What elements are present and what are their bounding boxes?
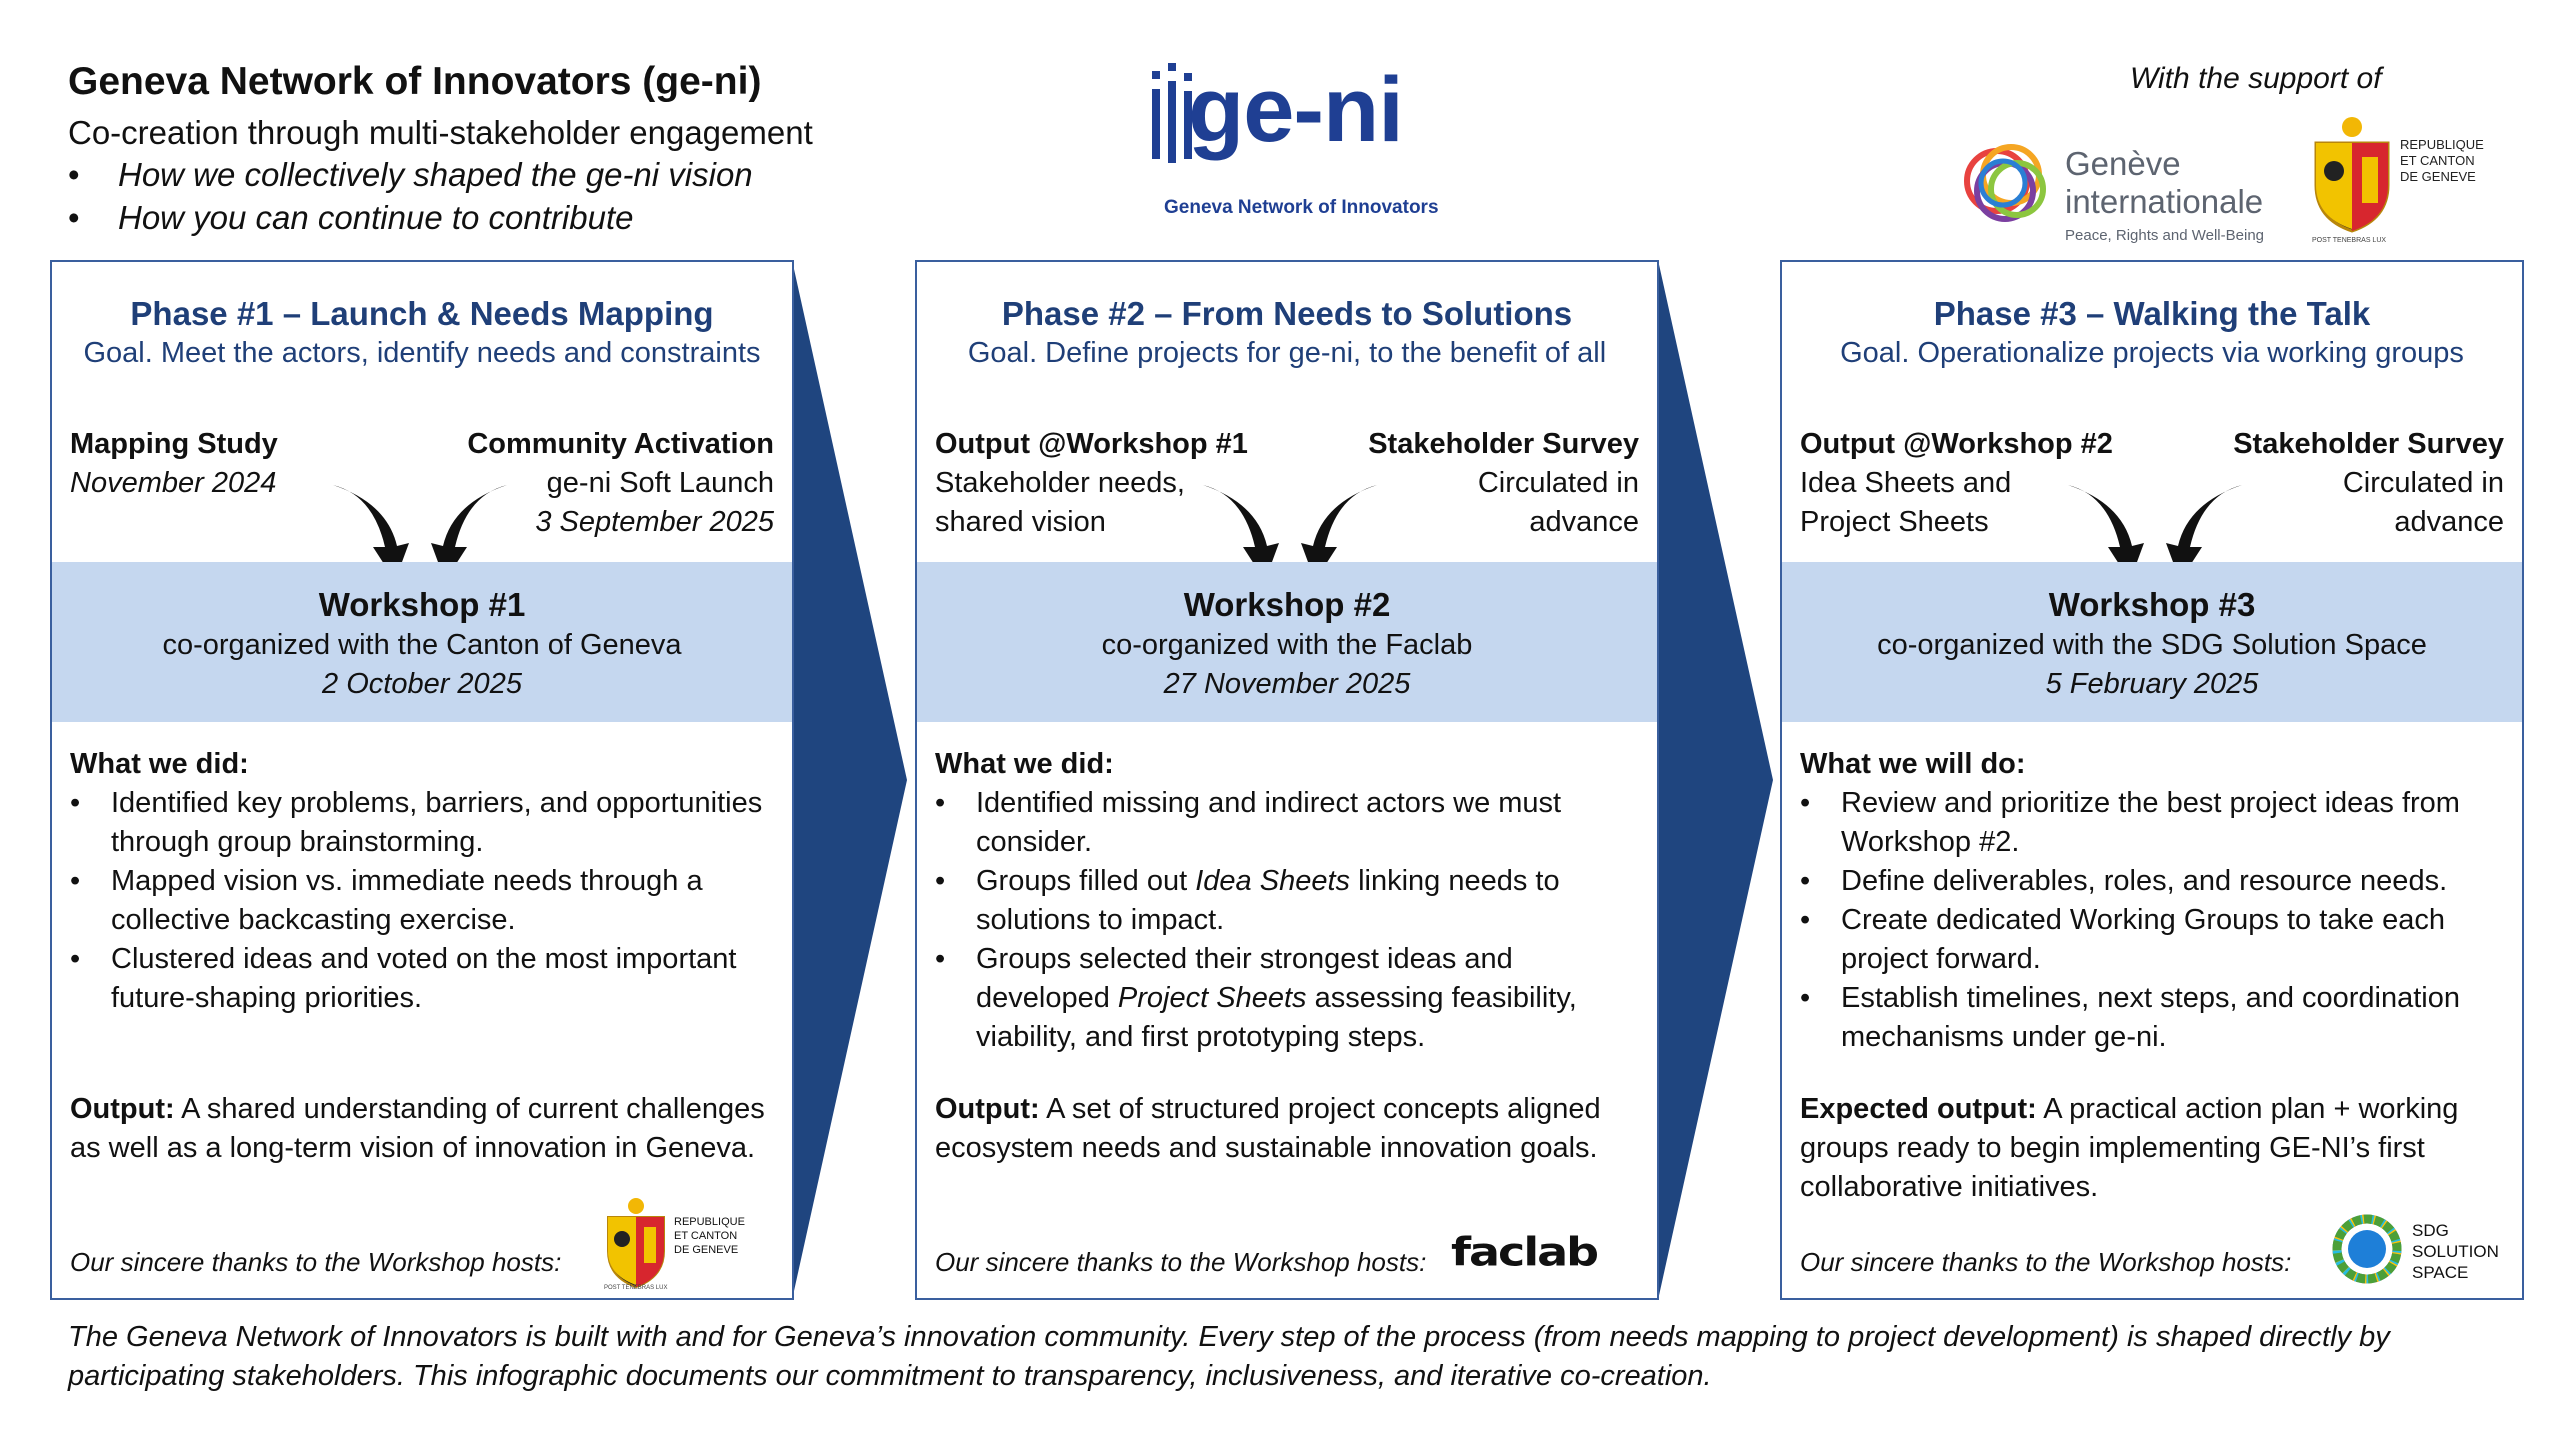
did-item: • Identified missing and indirect actors we must consider.	[935, 784, 1645, 862]
phase-panel-1	[50, 260, 794, 1300]
phase-chevron-1	[792, 260, 912, 1300]
workshop-title: Workshop #1	[318, 586, 526, 623]
geneve-line1: Genève	[2065, 145, 2181, 182]
geneve-internationale-logo	[1955, 125, 2285, 255]
workshop-band	[52, 562, 792, 722]
workshop-date: 27 November 2025	[1163, 668, 1411, 700]
header-bullet: • How you can continue to contribute	[68, 196, 753, 239]
did-item: • Mapped vision vs. immediate needs through a collective backcasting exercise.	[70, 862, 780, 940]
phase-chevron-2	[1658, 260, 1778, 1300]
footer-statement: The Geneva Network of Innovators is built with and for Geneva’s innovation community. Every step of the process (from needs mapping to project development) is shaped directly by participating stakeholders. This infographic documents our commitment to transparency, inclusiveness, and iterative co-creation.	[68, 1321, 2390, 1392]
input-left: Output @Workshop #1 Stakeholder needs, shared vision	[935, 428, 1248, 538]
canton-logo-top	[2310, 115, 2490, 255]
what-we-did: What we did: • Identified key problems, barriers, and opportunities through group brainstorming. • Mapped vision vs. immediate needs through a collective backcasting exercise. • Clustered ideas and voted on the most important future-shaping priorities.	[70, 745, 780, 1018]
canton-text: REPUBLIQUE ET CANTON DE GENEVE	[2400, 137, 2484, 184]
phase-goal: Goal. Operationalize projects via working groups	[1840, 337, 2464, 369]
did-item: • Define deliverables, roles, and resource needs.	[1800, 862, 2510, 901]
did-item: • Clustered ideas and voted on the most important future-shaping priorities.	[70, 940, 780, 1018]
input-right: Stakeholder Survey Circulated in advance	[2233, 428, 2504, 538]
did-item: • Identified key problems, barriers, and opportunities through group brainstorming.	[70, 784, 780, 862]
thanks-text: Our sincere thanks to the Workshop hosts:	[70, 1247, 562, 1277]
geneve-rings-icon	[1955, 133, 2055, 233]
input-left: Output @Workshop #2 Idea Sheets and Project Sheets	[1800, 428, 2113, 538]
canton-host-motto: POST TENEBRAS LUX	[604, 1285, 668, 1291]
support-label: With the support of	[2130, 62, 2382, 95]
header-bullet: • How we collectively shaped the ge-ni vision	[68, 153, 753, 196]
page-subtitle: Co-creation through multi-stakeholder engagement	[68, 114, 813, 151]
input-right: Community Activation ge-ni Soft Launch 3 September 2025	[467, 428, 774, 538]
thanks-text: Our sincere thanks to the Workshop hosts:	[935, 1247, 1427, 1277]
phase-title: Phase #3 – Walking the Talk	[1933, 295, 2371, 332]
logo-wordmark: ge-ni	[1188, 59, 1403, 161]
workshop-org: co-organized with the Canton of Geneva	[162, 629, 682, 661]
workshop-org: co-organized with the SDG Solution Space	[1877, 629, 2427, 661]
workshop-band	[1782, 562, 2522, 722]
phase-output: Output: A shared understanding of current challenges as well as a long-term vision of innovation in Geneva.	[70, 1093, 765, 1164]
phase-goal: Goal. Meet the actors, identify needs and constraints	[83, 337, 761, 369]
phase-panel-3	[1780, 260, 2524, 1300]
did-item: • Establish timelines, next steps, and coordination mechanisms under ge-ni.	[1800, 979, 2510, 1057]
phase-title: Phase #2 – From Needs to Solutions	[1001, 295, 1573, 332]
canton-shield-icon	[604, 1197, 668, 1291]
what-we-will-do: What we will do: • Review and prioritize the best project ideas from Workshop #2. • Define deliverables, roles, and resource needs. • Create dedicated Working Groups to take each project forward. • Establish timelines, next steps, and coordination mechanisms under ge-ni.	[1800, 745, 2510, 1057]
phase-output: Output: A set of structured project concepts aligned ecosystem needs and sustainable innovation goals.	[935, 1093, 1601, 1164]
did-item: • Groups filled out Idea Sheets linking needs to solutions to impact.	[935, 862, 1645, 940]
workshop-band	[917, 562, 1657, 722]
geneve-line2: internationale	[2065, 183, 2264, 220]
canton-host-logo	[604, 1197, 784, 1293]
phase-goal: Goal. Define projects for ge-ni, to the benefit of all	[967, 337, 1607, 369]
canton-motto: POST TENEBRAS LUX	[2312, 237, 2387, 244]
workshop-title: Workshop #2	[1183, 586, 1391, 623]
phase-panel-2	[915, 260, 1659, 1300]
sdg-text: SDG SOLUTION SPACE	[2412, 1221, 2499, 1282]
workshop-date: 2 October 2025	[322, 668, 522, 700]
workshop-title: Workshop #3	[2048, 586, 2256, 623]
what-we-did: What we did: • Identified missing and indirect actors we must consider. • Groups filled out Idea Sheets linking needs to solutions to impact. • Groups selected their strongest ideas and developed Project Sheets assessing feasibility, viability, and first prototyping steps.	[935, 745, 1645, 1057]
page-title: Geneva Network of Innovators (ge-ni)	[68, 60, 762, 103]
header-bullets	[68, 153, 753, 239]
sdg-solution-space-logo	[2332, 1212, 2512, 1292]
canton-host-text: REPUBLIQUE ET CANTON DE GENEVE	[674, 1216, 745, 1256]
ge-ni-logo	[1148, 55, 1439, 225]
faclab-logo: faclab	[1451, 1229, 1598, 1275]
input-right: Stakeholder Survey Circulated in advance	[1368, 428, 1639, 538]
canton-shield-icon	[2310, 115, 2394, 235]
sdg-wheel-icon	[2332, 1214, 2402, 1284]
workshop-date: 5 February 2025	[2045, 668, 2259, 700]
input-left: Mapping Study November 2024	[70, 428, 278, 499]
phase-output: Expected output: A practical action plan + working groups ready to begin implementing GE-NI’s first collaborative initiatives.	[1800, 1093, 2459, 1203]
did-item: • Review and prioritize the best project ideas from Workshop #2.	[1800, 784, 2510, 862]
workshop-org: co-organized with the Faclab	[1101, 629, 1473, 661]
geneve-tagline: Peace, Rights and Well-Being	[2065, 227, 2264, 244]
did-item: • Groups selected their strongest ideas and developed Project Sheets assessing feasibility, viability, and first prototyping steps.	[935, 940, 1645, 1057]
logo-tagline: Geneva Network of Innovators	[1164, 197, 1439, 218]
phase-title: Phase #1 – Launch & Needs Mapping	[130, 295, 714, 332]
thanks-text: Our sincere thanks to the Workshop hosts:	[1800, 1247, 2292, 1277]
did-item: • Create dedicated Working Groups to take each project forward.	[1800, 901, 2510, 979]
